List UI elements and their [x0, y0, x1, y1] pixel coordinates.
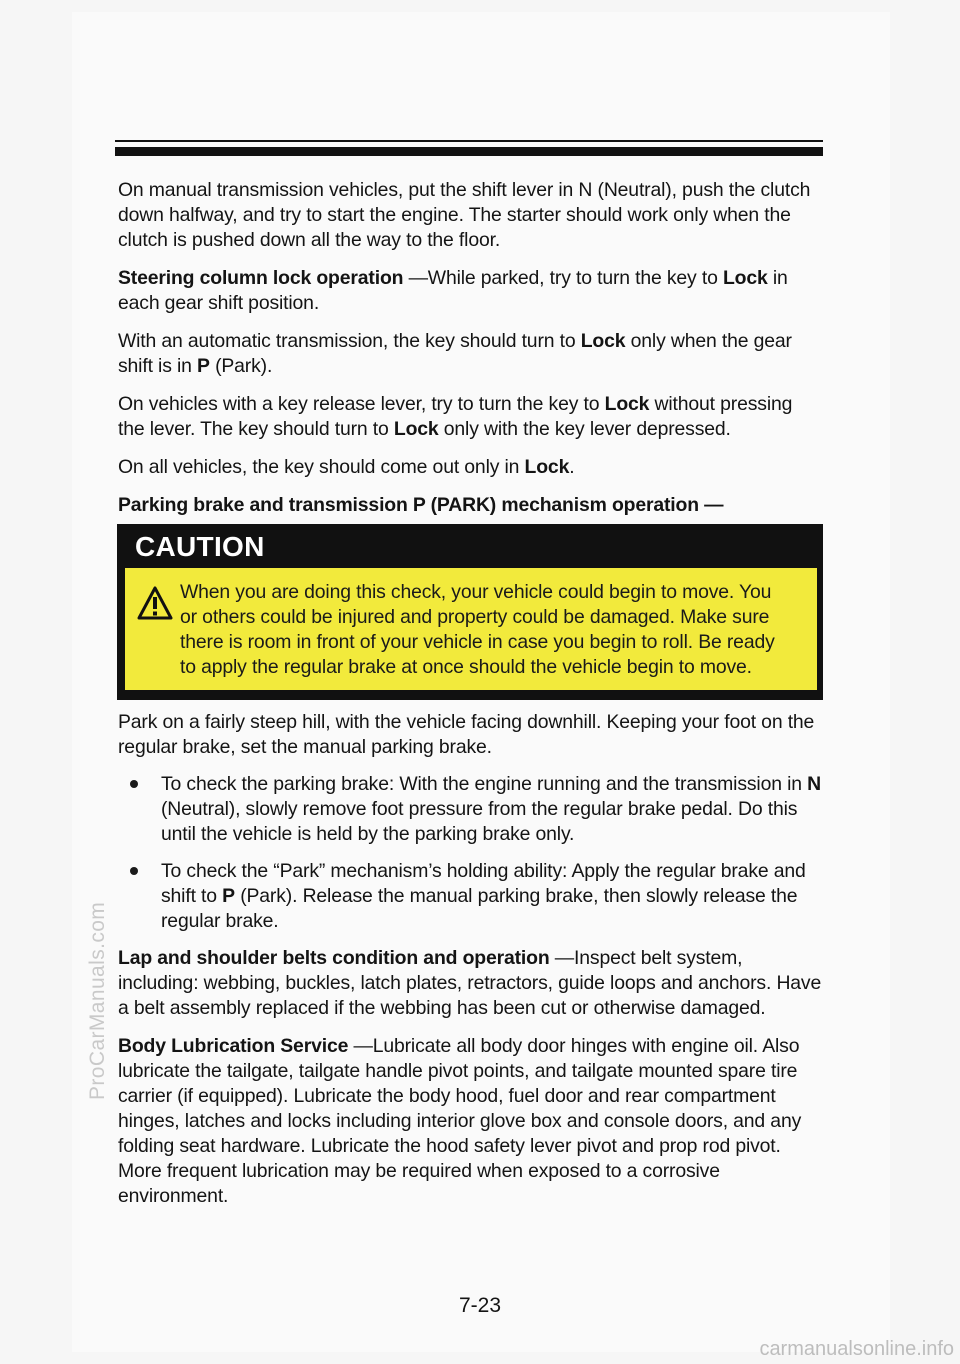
paragraph-text: —Lubricate all body door hinges with engine oil. Also lubricate the tailgate, tailgate handle pivot points, and tailgate mounted spare tire carrier (if equipped). Lubricate the body hood, fuel door and rear compartment hinges, latches and locks including interior glove box and console doors, and any folding seat hardware. Lubricate the hood safety lever pivot and prop rod pivot. More frequent lubrication may be required when exposed to a corrosive environment.	[118, 1035, 802, 1207]
list-text: To check the parking brake: With the engine running and the transmission in	[161, 773, 808, 795]
paragraph-park-hill	[118, 710, 823, 760]
paragraph-text: Park on a fairly steep hill, with the vehicle facing downhill. Keeping your foot on the regular brake, set the manual parking brake.	[118, 711, 815, 758]
park-term: P	[197, 355, 210, 377]
paragraph-text: —Inspect belt system, including: webbing, buckles, latch plates, retractors, guide loops and anchors. Have a belt assembly replaced if the webbing has been cut or otherwise damaged.	[118, 947, 822, 1019]
list-text: (Park). Release the manual parking brake, then slowly release the regular brake.	[161, 885, 798, 932]
page-content	[118, 178, 823, 1222]
caution-title: CAUTION	[135, 531, 265, 562]
paragraph-text: On vehicles with a key release lever, try to turn the key to	[118, 393, 605, 415]
caution-box	[117, 524, 823, 700]
lock-term: Lock	[722, 267, 768, 289]
neutral-term: N	[807, 773, 821, 795]
paragraph-belts	[118, 946, 823, 1021]
paragraph-text: only with the key lever depressed.	[438, 418, 731, 440]
lock-term: Lock	[393, 418, 439, 440]
paragraph-text: .	[569, 456, 575, 478]
paragraph-text: (Park).	[209, 355, 273, 377]
paragraph-lubrication	[118, 1034, 823, 1209]
list-item	[118, 772, 823, 847]
paragraph-all-vehicles	[118, 455, 823, 480]
paragraph-automatic	[118, 329, 823, 379]
bullet-icon	[130, 867, 138, 875]
paragraph-steering-lock	[118, 266, 823, 316]
paragraph-text: On manual transmission vehicles, put the shift lever in N (Neutral), push the clutch down halfway, and try to start the engine. The starter should work only when the clutch is pushed down all the way to the floor.	[118, 179, 811, 251]
bullet-icon	[130, 780, 138, 788]
paragraph-manual-transmission	[118, 178, 823, 253]
caution-text: When you are doing this check, your vehicle could begin to move. You or others could be injured and property could be damaged. Make sure there is room in front of your vehicle in case you begin to roll. Be ready to apply the regular brake at once should the vehicle begin to move.	[180, 581, 775, 678]
side-watermark: ProCarManuals.com	[86, 901, 109, 1100]
check-list	[118, 772, 823, 934]
list-text: (Neutral), slowly remove foot pressure from the regular brake pedal. Do this until the vehicle is held by the parking brake only.	[161, 798, 798, 845]
section-heading: Body Lubrication Service	[118, 1035, 349, 1057]
section-heading: Steering column lock operation	[118, 267, 404, 289]
paragraph-parking-brake-heading	[118, 493, 823, 518]
lock-term: Lock	[524, 456, 570, 478]
header-rule	[115, 147, 823, 156]
warning-triangle-icon	[137, 586, 173, 620]
park-term: P	[222, 885, 235, 907]
section-heading: Parking brake and transmission P (PARK) mechanism operation —	[118, 494, 724, 516]
paragraph-text: On all vehicles, the key should come out only in	[118, 456, 525, 478]
list-text: To check the “Park” mechanism’s holding ability: Apply the regular brake and shift to	[161, 860, 806, 907]
paragraph-text: in each gear shift position.	[118, 267, 788, 314]
list-item	[118, 859, 823, 934]
page-number: 7-23	[458, 1294, 502, 1317]
bottom-watermark: carmanualsonline.info	[759, 1338, 954, 1360]
paragraph-key-release	[118, 392, 823, 442]
lock-term: Lock	[580, 330, 626, 352]
lock-term: Lock	[604, 393, 650, 415]
paragraph-text: —While parked, try to turn the key to	[403, 267, 723, 289]
header-rule-thin	[115, 140, 823, 142]
paragraph-text: only when the gear shift is in	[118, 330, 792, 377]
section-heading: Lap and shoulder belts condition and operation	[118, 947, 550, 969]
paragraph-text: without pressing the lever. The key should turn to	[118, 393, 793, 440]
paragraph-text: With an automatic transmission, the key should turn to	[118, 330, 581, 352]
caution-body	[125, 568, 817, 690]
